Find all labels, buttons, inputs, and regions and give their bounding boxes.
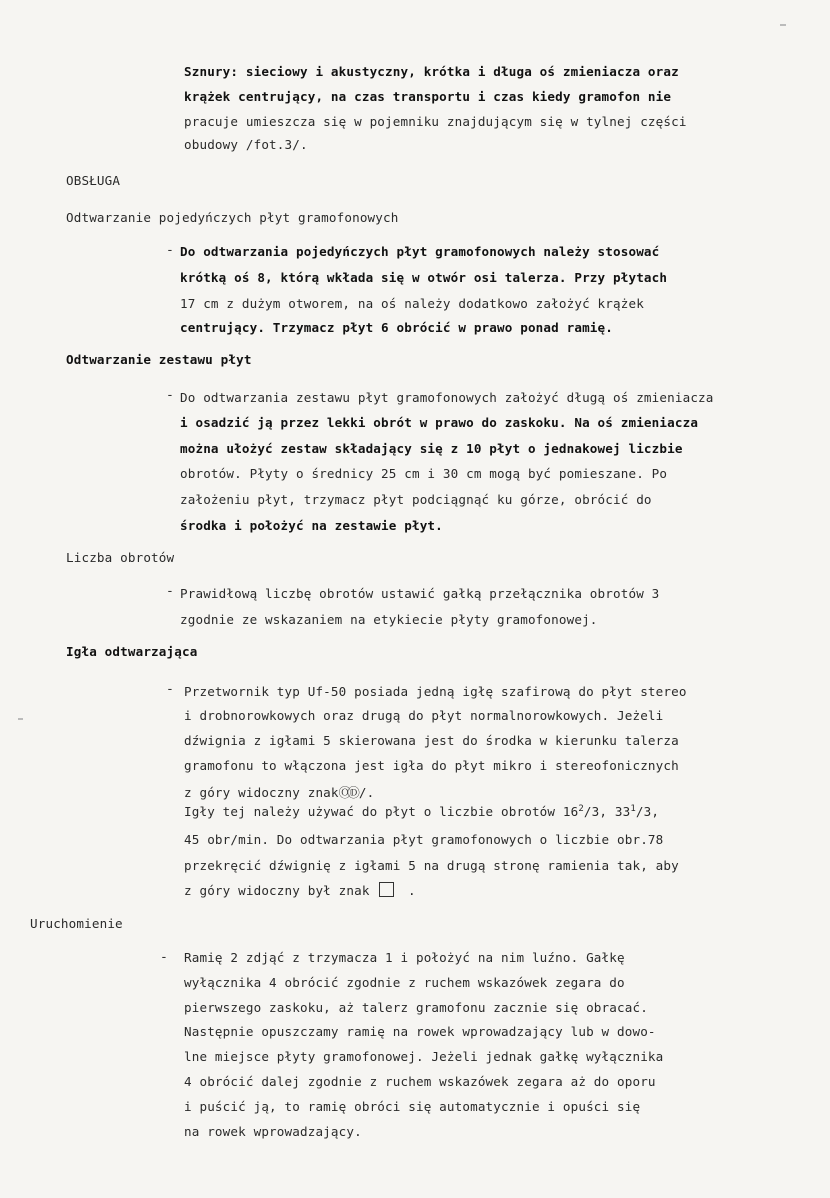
- intro-line: pracuje umieszcza się w pojemniku znajdującym się w tylnej części: [184, 114, 687, 129]
- section-title: Liczba obrotów: [66, 550, 175, 565]
- body-text: /3, 33: [583, 804, 631, 820]
- body-line: 4 obrócić dalej zgodnie z ruchem wskazówek zegara aż do oporu: [184, 1074, 656, 1089]
- body-text: /.: [358, 785, 375, 800]
- scan-mark: [780, 24, 786, 26]
- dash-bullet: -: [166, 682, 174, 697]
- body-line: gramofonu to włączona jest igła do płyt mikro i stereofonicznych: [184, 758, 679, 773]
- intro-line: krążek centrujący, na czas transportu i czas kiedy gramofon nie: [184, 89, 672, 104]
- dash-bullet: -: [166, 243, 174, 258]
- dash-bullet: -: [166, 388, 174, 403]
- body-line: lne miejsce płyty gramofonowej. Jeżeli jednak gałkę wyłącznika: [184, 1049, 664, 1064]
- intro-line: Sznury: sieciowy i akustyczny, krótka i długa oś zmieniacza oraz: [184, 64, 679, 79]
- body-text: z góry widoczny znak: [184, 785, 339, 800]
- body-line: środka i położyć na zestawie płyt.: [180, 518, 443, 533]
- body-line: 45 obr/min. Do odtwarzania płyt gramofonowych o liczbie obr.78: [184, 832, 664, 847]
- body-line: dźwignia z igłami 5 skierowana jest do środka w kierunku talerza: [184, 733, 679, 748]
- body-text: Igły tej należy używać do płyt o liczbie obrotów 16: [184, 804, 579, 820]
- body-line: [184, 782, 374, 801]
- body-line: i drobnorowkowych oraz drugą do płyt normalnorowkowych. Jeżeli: [184, 708, 664, 723]
- body-line: [184, 804, 659, 819]
- section-title: Igła odtwarzająca: [66, 644, 198, 659]
- body-line: i osadzić ją przez lekki obrót w prawo do zaskoku. Na oś zmieniacza: [180, 415, 699, 430]
- body-line: pierwszego zaskoku, aż talerz gramofonu zacznie się obracać.: [184, 1000, 648, 1015]
- body-line: Do odtwarzania zestawu płyt gramofonowych założyć długą oś zmieniacza: [180, 390, 714, 405]
- body-line: założeniu płyt, trzymacz płyt podciągnąć ku górze, obrócić do: [180, 492, 652, 507]
- body-line: [184, 882, 416, 898]
- dash-bullet: -: [160, 950, 168, 965]
- body-line: centrujący. Trzymacz płyt 6 obrócić w prawo ponad ramię.: [180, 320, 613, 335]
- body-line: obrotów. Płyty o średnicy 25 cm i 30 cm mogą być pomieszane. Po: [180, 466, 668, 481]
- body-line: 17 cm z dużym otworem, na oś należy dodatkowo założyć krążek: [180, 296, 644, 311]
- body-text: .: [408, 883, 416, 898]
- superscript: 2: [578, 804, 584, 814]
- scan-mark: [18, 718, 23, 720]
- body-line: zgodnie ze wskazaniem na etykiecie płyty gramofonowej.: [180, 612, 598, 627]
- body-line: Następnie opuszczamy ramię na rowek wprowadzający lub w dowo-: [184, 1024, 656, 1039]
- body-line: i puścić ją, to ramię obróci się automatycznie i opuści się: [184, 1099, 641, 1114]
- mono-symbol-box: [379, 882, 394, 897]
- body-text: /3,: [635, 804, 660, 820]
- dash-bullet: -: [166, 584, 174, 599]
- body-line: Ramię 2 zdjąć z trzymacza 1 i położyć na nim luźno. Gałkę: [184, 950, 625, 965]
- body-line: Prawidłową liczbę obrotów ustawić gałką przełącznika obrotów 3: [180, 586, 660, 601]
- body-line: przekręcić dźwignię z igłami 5 na drugą stronę ramienia tak, aby: [184, 858, 679, 873]
- section-title: Odtwarzanie pojedyńczych płyt gramofonowych: [66, 210, 399, 225]
- body-line: Do odtwarzania pojedyńczych płyt gramofonowych należy stosować: [180, 244, 660, 259]
- body-line: można ułożyć zestaw składający się z 10 płyt o jednakowej liczbie: [180, 441, 683, 456]
- superscript: 1: [630, 804, 636, 814]
- body-line: na rowek wprowadzający.: [184, 1124, 362, 1139]
- section-title: Uruchomienie: [30, 916, 123, 931]
- intro-line: obudowy /fot.3/.: [184, 137, 308, 152]
- section-title: Odtwarzanie zestawu płyt: [66, 352, 252, 367]
- body-line: Przetwornik typ Uf-50 posiada jedną igłę szafirową do płyt stereo: [184, 684, 687, 699]
- stereo-symbol: ⓄⒹ: [338, 785, 356, 800]
- body-line: krótką oś 8, którą wkłada się w otwór osi talerza. Przy płytach: [180, 270, 668, 285]
- body-line: wyłącznika 4 obrócić zgodnie z ruchem wskazówek zegara do: [184, 975, 625, 990]
- heading-obsluga: OBSŁUGA: [66, 173, 121, 188]
- body-text: z góry widoczny był znak: [184, 883, 370, 898]
